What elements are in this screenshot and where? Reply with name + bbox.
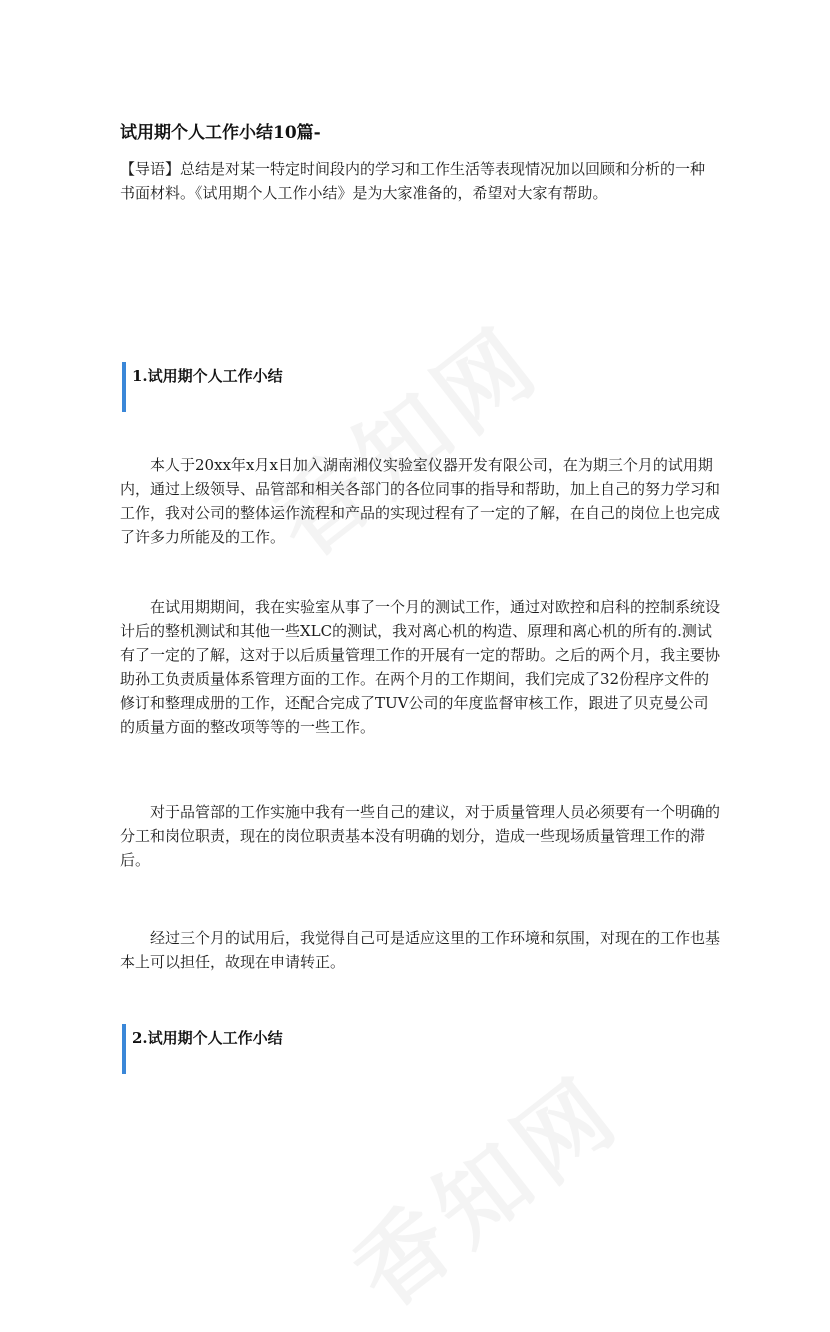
lead-paragraph: 【导语】总结是对某一特定时间段内的学习和工作生活等表现情况加以回顾和分析的一种书面材料。《试用期个人工作小结》是为大家准备的，希望对大家有帮助。 — [120, 160, 706, 202]
section-heading-text: 2.试用期个人工作小结 — [132, 1029, 283, 1047]
section-1-paragraph-1: 本人于20xx年x月x日加入湖南湘仪实验室仪器开发有限公司，在为期三个月的试用期内，通过上级领导、品管部和相关各部门的各位同事的指导和帮助，加上自己的努力学习和工作，我对公司的整体运作流程和产品的实现过程有了一定的了解，在自己的岗位上也完成了许多力所能及的工作。 — [120, 456, 721, 546]
section-heading-1 — [122, 362, 422, 412]
section-1-paragraph-2: 在试用期期间，我在实验室从事了一个月的测试工作，通过对欧控和启科的控制系统设计后的整机测试和其他一些XLC的测试，我对离心机的构造、原理和离心机的所有的.测试有了一定的了解，这对于以后质量管理工作的开展有一定的帮助。之后的两个月，我主要协助孙工负责质量体系管理方面的工作。在两个月的工作期间，我们完成了32份程序文件的修订和整理成册的工作，还配合完成了TUV公司的年度监督审核工作，跟进了贝克曼公司的质量方面的整改项等等的一些工作。 — [120, 598, 721, 736]
section-1-paragraph-3: 对于品管部的工作实施中我有一些自己的建议，对于质量管理人员必须要有一个明确的分工和岗位职责，现在的岗位职责基本没有明确的划分，造成一些现场质量管理工作的滞后。 — [120, 803, 721, 869]
section-heading-2 — [122, 1024, 422, 1074]
document-title: 试用期个人工作小结10篇- — [120, 123, 321, 143]
section-heading-text: 1.试用期个人工作小结 — [132, 367, 283, 385]
section-1-paragraph-4: 经过三个月的试用后，我觉得自己可是适应这里的工作环境和氛围，对现在的工作也基本上可以担任，故现在申请转正。 — [120, 929, 721, 971]
watermark — [322, 1040, 644, 1332]
